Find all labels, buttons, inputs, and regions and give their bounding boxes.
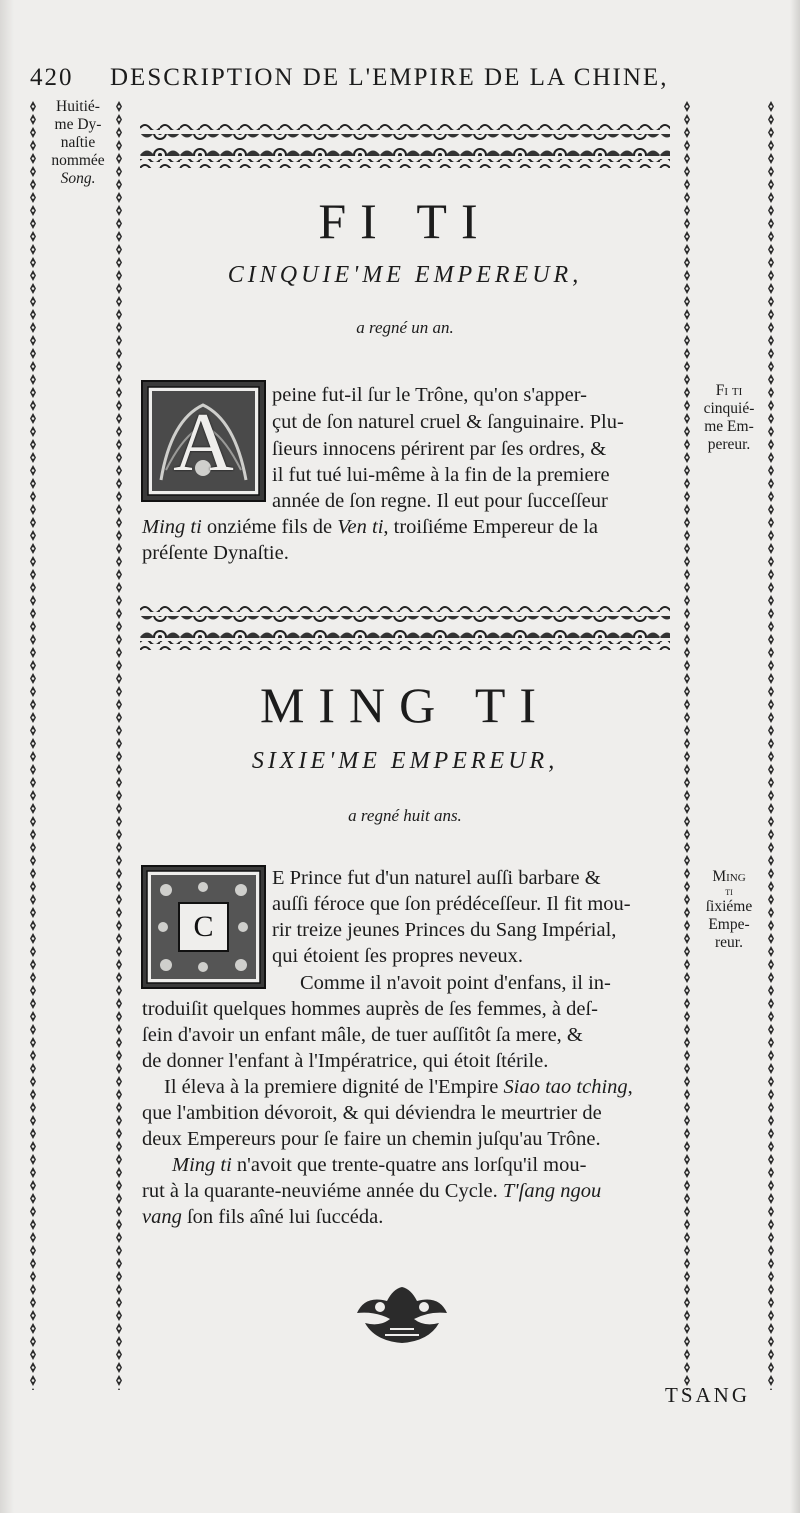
margin-note-line: Empe- xyxy=(708,916,750,933)
catchword: TSANG xyxy=(665,1383,751,1407)
margin-note-line: Huitié- xyxy=(56,98,100,115)
page-edge-left xyxy=(0,0,14,1513)
text-line: çut de ſon naturel cruel & ſanguinaire. Plu- xyxy=(272,411,624,433)
name-siao-tao-tching: Siao tao tching xyxy=(503,1076,628,1098)
margin-note-line: ſixiéme xyxy=(705,898,753,915)
text-line: E Prince fut d'un naturel auſſi barbare & xyxy=(272,867,601,889)
margin-note-line: nommée xyxy=(51,152,105,169)
initial-letter-a: A xyxy=(173,396,234,489)
page-edge-right xyxy=(790,0,800,1513)
decorated-initial-c xyxy=(141,865,266,989)
margin-note-line: Fi ti xyxy=(715,382,743,399)
name-vang: vang xyxy=(142,1206,182,1228)
text-line: de donner l'enfant à l'Impératrice, qui étoit ſtérile. xyxy=(142,1050,549,1072)
ornament-rule-left-inner xyxy=(112,100,126,1390)
text-fragment: onziéme fils de xyxy=(201,516,338,538)
section-subtitle-fiti: CINQUIE'ME EMPEREUR, xyxy=(227,262,583,288)
text-line: ſieurs innocens périrent par ſes ordres, & xyxy=(272,438,607,460)
ornament-rule-right-outer xyxy=(764,100,778,1390)
margin-note-line: me Dy- xyxy=(54,116,102,133)
margin-note-line: Song. xyxy=(60,170,96,187)
margin-note-line: pereur. xyxy=(707,436,751,453)
margin-note-mingti xyxy=(695,868,763,952)
text-line: auſſi féroce que ſon prédéceſſeur. Il fit mou- xyxy=(272,893,631,915)
section-title-fiti: FI TI xyxy=(318,193,492,249)
text-line: que l'ambition dévoroit, & qui déviendra le meurtrier de xyxy=(142,1102,602,1124)
text-line: ſein d'avoir un enfant mâle, de tuer auſſitôt ſa mere, & xyxy=(142,1024,583,1046)
margin-note-line: Ming xyxy=(712,868,746,885)
name-ven-ti: Ven ti xyxy=(337,516,384,538)
text-fragment: , troiſiéme Empereur de la xyxy=(383,516,598,538)
ornament-band-top xyxy=(140,122,670,168)
margin-note-line: naſtie xyxy=(60,134,96,151)
text-line: il fut tué lui-même à la fin de la premiere xyxy=(272,464,610,486)
text-line: deux Empereurs pour ſe faire un chemin juſqu'au Trône. xyxy=(142,1128,601,1150)
margin-note-line: me Em- xyxy=(704,418,754,435)
margin-note-line: cinquié- xyxy=(703,400,755,417)
margin-note-line: ti xyxy=(725,886,733,898)
text-fragment: rut à la quarante-neuviéme année du Cycle. xyxy=(142,1180,503,1202)
text-line: rir treize jeunes Princes du Sang Impérial, xyxy=(272,919,617,941)
initial-letter-c: C xyxy=(193,910,214,943)
text-fragment: n'avoit que trente-quatre ans lorſqu'il mou- xyxy=(231,1154,587,1176)
text-line xyxy=(142,514,598,540)
section-reign-fiti: a regné un an. xyxy=(356,318,454,337)
text-line xyxy=(172,1152,586,1178)
text-line: qui étoient ſes propres neveux. xyxy=(272,945,524,967)
decorated-initial-a xyxy=(141,380,266,502)
text-fragment: Il éleva à la premiere dignité de l'Empire xyxy=(164,1076,504,1098)
margin-note-dynasty xyxy=(44,98,112,188)
text-line: Comme il n'avoit point d'enfans, il in- xyxy=(300,972,611,994)
text-line xyxy=(142,1204,383,1230)
running-title: DESCRIPTION DE L'EMPIRE DE LA CHINE, xyxy=(110,64,669,91)
ornament-rule-right-inner xyxy=(680,100,694,1390)
ornament-band-middle xyxy=(140,604,670,650)
text-line xyxy=(164,1074,633,1100)
name-tsang-ngou: T'ſang ngou xyxy=(502,1180,602,1202)
text-line xyxy=(142,1178,601,1204)
section-reign-mingti: a regné huit ans. xyxy=(348,806,462,825)
text-line: troduiſit quelques hommes auprès de ſes femmes, à deſ- xyxy=(142,998,599,1020)
text-line: année de ſon regne. Il eut pour ſucceſſeur xyxy=(272,490,608,512)
margin-note-fiti xyxy=(695,382,763,454)
text-fragment: ſon fils aîné lui ſuccéda. xyxy=(181,1206,384,1228)
ornament-rule-left-outer xyxy=(26,100,40,1390)
text-fragment: , xyxy=(627,1076,633,1098)
text-line: peine fut-il ſur le Trône, qu'on s'apper- xyxy=(272,384,587,406)
running-head xyxy=(30,64,730,100)
page-number: 420 xyxy=(30,64,74,91)
name-ming-ti: Ming ti xyxy=(142,516,202,538)
closing-fleuron xyxy=(335,1283,470,1345)
margin-note-line: reur. xyxy=(715,934,743,951)
text-line: préſente Dynaſtie. xyxy=(142,542,289,564)
section-subtitle-mingti: SIXIE'ME EMPEREUR, xyxy=(251,748,559,774)
section-title-mingti: MING TI xyxy=(259,677,551,733)
name-ming-ti: Ming ti xyxy=(172,1154,232,1176)
